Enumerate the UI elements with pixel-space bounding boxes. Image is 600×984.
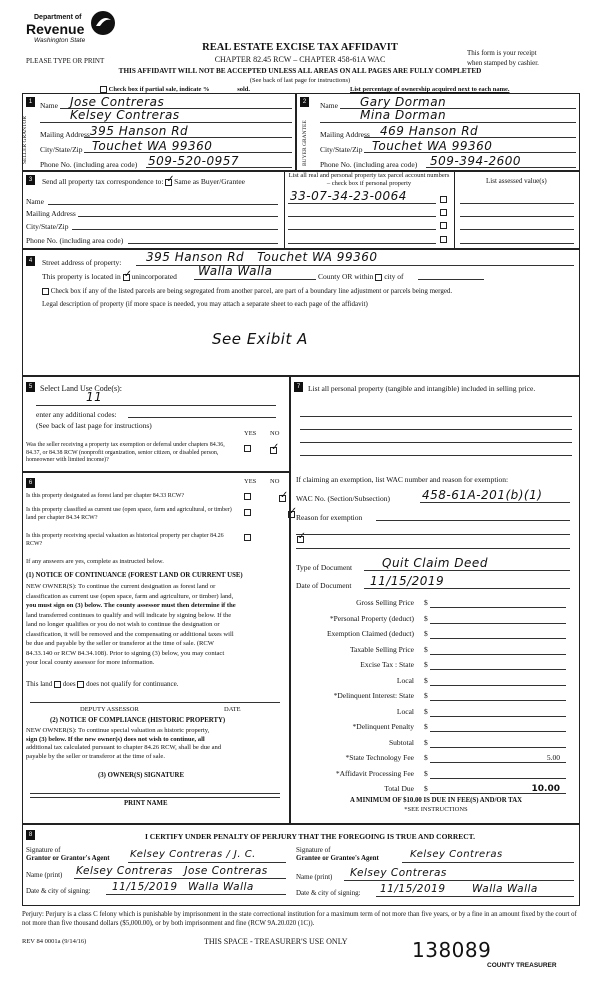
exemption-yes-checkbox[interactable] [244, 445, 251, 452]
does-not-qualify-checkbox[interactable] [77, 681, 84, 688]
grantor-name-print-label: Name (print) [26, 871, 63, 879]
grantor-name-print: Kelsey Contreras Jose Contreras [76, 865, 268, 877]
fee-value [430, 645, 566, 655]
grantee-signature: Kelsey Contreras [410, 849, 503, 860]
buyer-name-2: Mina Dorman [360, 108, 447, 122]
fee-dollar: $ [424, 660, 428, 669]
historic-yes-checkbox[interactable] [244, 534, 251, 541]
buyer-name-1: Gary Dorman [360, 95, 447, 109]
seller-city-label: City/State/Zip [40, 145, 83, 154]
notice-compliance-title: (2) NOTICE OF COMPLIANCE (HISTORIC PROPERTY) [50, 717, 226, 724]
grantor-sig-label: Signature of Grantor or Grantor's Agent [26, 846, 110, 862]
section-4 [22, 249, 580, 376]
fee-label: *Delinquent Interest: State [333, 691, 414, 700]
this-land-qualify: This land does does not qualify for continuance. [26, 680, 179, 688]
logo-emblem-icon [90, 10, 116, 36]
if-yes-note: If any answers are yes, complete as instructed below. [26, 558, 164, 565]
seller-side-label: SELLER GRANTOR [22, 115, 28, 165]
grantee-name-print: Kelsey Contreras [350, 867, 447, 879]
grantee-date-city-label: Date & city of signing: [296, 889, 361, 897]
property-county: Walla Walla [198, 264, 273, 278]
land-use-label: Select Land Use Code(s): [40, 384, 122, 393]
grantor-signature: Kelsey Contreras / J. C. [130, 849, 256, 860]
assessed-header: List assessed value(s) [486, 177, 547, 185]
fee-value [430, 629, 566, 639]
s6-no: NO [270, 478, 280, 485]
not-accepted-notice: THIS AFFIDAVIT WILL NOT BE ACCEPTED UNLESS ALL AREAS ON ALL PAGES ARE FULLY COMPLETED [118, 67, 482, 75]
section-2-number: 2 [300, 97, 309, 107]
seller-mailing: 395 Hanson Rd [90, 124, 189, 138]
forest-no-checkbox[interactable] [279, 495, 286, 502]
parcel-number-1: 33-07-34-23-0064 [290, 189, 407, 203]
current-use-yes-checkbox[interactable] [244, 509, 251, 516]
property-street: 395 Hanson Rd Touchet WA 99360 [146, 250, 378, 264]
s6-yes: YES [244, 478, 257, 485]
seller-phone-label: Phone No. (including area code) [40, 160, 138, 169]
fee-row [296, 707, 586, 719]
see-instructions: *SEE INSTRUCTIONS [404, 806, 468, 813]
section-5-number: 5 [26, 382, 35, 392]
land-use-code: 11 [86, 390, 103, 404]
fee-row [296, 645, 586, 657]
section-4-number: 4 [26, 256, 35, 266]
fee-dollar: $ [424, 598, 428, 607]
list-percentage: List percentage of ownership acquired next to each name. [350, 86, 510, 93]
section-6-number: 6 [26, 478, 35, 488]
fee-label: *Personal Property (deduct) [329, 613, 414, 623]
fee-value [430, 691, 566, 701]
unincorporated-checkbox[interactable] [123, 274, 130, 281]
section-3-number: 3 [26, 175, 35, 185]
form-chapter: CHAPTER 82.45 RCW – CHAPTER 458-61A WAC [214, 55, 386, 64]
fee-dollar: $ [424, 691, 428, 700]
fee-value [430, 676, 566, 686]
s5-no: NO [270, 430, 280, 437]
fee-dollar: $ [424, 753, 428, 762]
fee-value: 5.00 [430, 753, 566, 763]
fee-label: Excise Tax : State [360, 660, 414, 669]
s5-see-back: (See back of last page for instructions) [36, 421, 152, 430]
fee-label: Local [396, 706, 414, 716]
fee-label: *State Technology Fee [345, 753, 414, 762]
forest-question: Is this property designated as forest land per chapter 84.33 RCW? [26, 493, 185, 499]
fee-row [296, 629, 586, 641]
seller-city: Touchet WA 99360 [92, 139, 213, 153]
current-use-question: Is this property classified as current use (open space, farm and agricultural, or timber) land per chapter 84.34 RCW? [26, 507, 232, 521]
buyer-phone: 509-394-2600 [430, 154, 522, 168]
grantor-date: 11/15/2019 [112, 881, 178, 893]
receipt-note-2: when stamped by cashier. [467, 59, 539, 67]
fee-row [296, 784, 586, 796]
grantee-date: 11/15/2019 [380, 883, 446, 895]
legal-description: See Exibit A [212, 330, 308, 348]
street-label: Street address of property: [42, 258, 122, 267]
fee-label: Taxable Selling Price [349, 644, 414, 654]
fee-value [430, 660, 566, 670]
doc-type-label: Type of Document [296, 563, 353, 572]
notice1-body: NEW OWNER(S): To continue the current designation as forest land or classification as current use (open space, farm and agriculture, or timber) land, you must sign on (3) below. The county assessor must then determine if the land transferred continues to qualify and will indicate by signing below. If the land no longer qualifies or you do not wish to continue the designation or classification, it will be removed and the compensating or additional taxes will be due and payable by the seller or transferor at the time of sale. (RCW 84.33.140 or RCW 84.34.108). Prior to signing (3) below, you may contact your local county assessor for more information. [26, 583, 236, 666]
fee-label: *Delinquent Penalty [352, 722, 414, 731]
type-or-print: PLEASE TYPE OR PRINT [26, 57, 105, 65]
wac-number: 458-61A-201(b)(1) [422, 488, 543, 502]
print-name-label: PRINT NAME [124, 800, 168, 807]
legal-description-label: Legal description of property (if more space is needed, you may attach a separate sheet to each page of the affidavit) [42, 300, 368, 308]
logo-dept: Department of [34, 14, 82, 21]
fee-dollar: $ [424, 629, 428, 638]
reason-label: Reason for exemption [296, 513, 363, 522]
seller-name-label: Name [40, 101, 58, 110]
fee-label: Subtotal [388, 737, 414, 747]
partial-sale: Check box if partial sale, indicate % sold. [100, 86, 250, 93]
doc-date-label: Date of Document [296, 581, 352, 590]
logo-state: Washington State [34, 37, 86, 44]
fee-value [430, 598, 566, 608]
see-back-header: (See back of last page for instructions) [249, 77, 351, 84]
fee-dollar: $ [424, 706, 428, 716]
fee-row [296, 676, 586, 688]
form-title: REAL ESTATE EXCISE TAX AFFIDAVIT [202, 42, 398, 53]
exemption-question: Was the seller receiving a property tax exemption or deferral under chapters 84.36, 84.37, or 84.38 RCW (nonprofit organization, senior citizen, or disabled person, homeowner with limited income)? [26, 442, 225, 464]
fee-label: Gross Selling Price [356, 598, 414, 607]
receipt-note-1: This form is your receipt [467, 49, 537, 57]
parcel-3-personal-checkbox[interactable] [440, 222, 447, 229]
buyer-city: Touchet WA 99360 [372, 139, 493, 153]
forest-yes-checkbox[interactable] [244, 493, 251, 500]
located-in: This property is located in ✓ unincorporated [42, 272, 177, 281]
exemption-no-checkbox[interactable] [270, 447, 277, 454]
seller-name-1: Jose Contreras [70, 95, 165, 109]
additional-codes-label: enter any additional codes: [36, 410, 117, 419]
grantor-city: Walla Walla [188, 881, 254, 893]
buyer-name-label: Name [320, 101, 338, 110]
section-8-number: 8 [26, 830, 35, 840]
fee-label: Local [396, 675, 414, 685]
same-as-buyer-checkbox[interactable] [165, 179, 172, 186]
date-label: DATE [224, 706, 241, 713]
fee-row [296, 660, 586, 672]
fee-dollar: $ [424, 768, 428, 778]
fee-value [430, 769, 566, 779]
fee-dollar: $ [424, 644, 428, 654]
fee-value [430, 722, 566, 732]
buyer-city-label: City/State/Zip [320, 145, 363, 154]
historic-question: Is this property receiving special valuation as historical property per chapter 84.26 RCW? [26, 533, 224, 547]
segregated-note: Check box if any of the listed parcels are being segregated from another parcel, are part of a boundary line adjustment or parcels being merged. [42, 287, 452, 295]
s5-yes: YES [244, 430, 257, 437]
receipt-number: 138089 [412, 938, 492, 962]
owner-signature-label: (3) OWNER(S) SIGNATURE [98, 772, 184, 779]
fee-row [296, 598, 586, 610]
perjury-notice: Perjury: Perjury is a class C felony which is punishable by imprisonment in the state correctional institution for a maximum term of not more than five years, or by a fine in an amount fixed by the court of not more than five thousand dollars ($5,000.00), or by both imprisonment and fine (RCW 9A.20.020 (1C)). [22, 911, 577, 927]
parcel-header: List all real and personal property tax parcel account numbers – check box if personal property [288, 172, 450, 187]
notice2-body: NEW OWNER(S): To continue special valuation as historic property, sign (3) below. If the new owner(s) does not wish to continue, all additional tax calculated pursuant to chapter 84.26 RCW, shall be due and payable by the seller or transferor at the time of sale. [26, 727, 222, 760]
doc-date: 11/15/2019 [370, 574, 445, 588]
fee-value: 10.00 [430, 784, 566, 794]
s3-mailing-label: Mailing Address [26, 209, 76, 218]
deputy-assessor-label: DEPUTY ASSESSOR [80, 706, 139, 713]
fee-row [296, 614, 586, 626]
buyer-side-label: BUYER GRANTEE [302, 120, 308, 166]
revenue-logo [26, 10, 126, 46]
fee-dollar: $ [424, 675, 428, 685]
buyer-mailing-label: Mailing Address [320, 130, 370, 139]
fee-label: Total Due [384, 784, 414, 793]
fee-row [296, 769, 586, 781]
s3-phone-label: Phone No. (including area code) [26, 236, 124, 245]
county-or-within: County OR within city of [318, 272, 404, 281]
s3-city-label: City/State/Zip [26, 222, 69, 231]
wac-label: WAC No. (Section/Subsection) [296, 494, 390, 503]
fee-dollar: $ [424, 613, 428, 623]
grantee-sig-label: Signature of Grantee or Grantee's Agent [296, 846, 379, 862]
seller-mailing-label: Mailing Address [40, 130, 90, 139]
grantor-date-city-label: Date & city of signing: [26, 887, 91, 895]
fee-row [296, 691, 586, 703]
seller-name-2: Kelsey Contreras [70, 108, 180, 122]
minimum-fee-note: A MINIMUM OF $10.00 IS DUE IN FEE(S) AND/OR TAX [349, 797, 523, 804]
logo-name: Revenue [26, 21, 85, 37]
fee-label: Exemption Claimed (deduct) [326, 629, 414, 638]
personal-property-label: List all personal property (tangible and intangible) included in selling price. [308, 384, 536, 393]
fee-dollar: $ [424, 784, 428, 793]
grantee-city: Walla Walla [472, 883, 538, 895]
segregated-checkbox[interactable] [42, 288, 49, 295]
parcel-2-personal-checkbox[interactable] [440, 209, 447, 216]
fee-dollar: $ [424, 737, 428, 747]
section-1-number: 1 [26, 97, 35, 107]
treasurer-space: THIS SPACE - TREASURER'S USE ONLY [204, 937, 348, 946]
send-correspondence: Send all property tax correspondence to: ✓ Same as Buyer/Grantee [42, 177, 245, 186]
fee-value [430, 707, 566, 717]
county-treasurer-label: COUNTY TREASURER [487, 962, 557, 969]
buyer-mailing: 469 Hanson Rd [380, 124, 479, 138]
parcel-1-personal-checkbox[interactable] [440, 196, 447, 203]
buyer-phone-label: Phone No. (including area code) [320, 160, 418, 169]
fee-value [430, 614, 566, 624]
doc-type: Quit Claim Deed [382, 556, 488, 570]
notice-continuance-title: (1) NOTICE OF CONTINUANCE (FOREST LAND OR CURRENT USE) [26, 572, 243, 579]
section-7-number: 7 [294, 382, 303, 392]
does-qualify-checkbox[interactable] [54, 681, 61, 688]
grantee-name-print-label: Name (print) [296, 873, 333, 881]
form-number: REV 84 0001a (9/14/16) [22, 938, 87, 945]
fee-row [296, 738, 586, 750]
partial-sale-checkbox[interactable] [100, 86, 107, 93]
fee-value [430, 738, 566, 748]
s3-name-label: Name [26, 197, 44, 206]
certify-statement: I CERTIFY UNDER PENALTY OF PERJURY THAT THE FOREGOING IS TRUE AND CORRECT. [144, 832, 475, 841]
fee-label: *Affidavit Processing Fee [335, 768, 414, 778]
fee-dollar: $ [424, 722, 428, 731]
seller-phone: 509-520-0957 [148, 154, 240, 168]
within-city-checkbox[interactable] [375, 274, 382, 281]
exemption-claim-label: If claiming an exemption, list WAC number and reason for exemption: [296, 475, 509, 484]
parcel-4-personal-checkbox[interactable] [440, 236, 447, 243]
fee-row [296, 753, 586, 765]
fee-row [296, 722, 586, 734]
